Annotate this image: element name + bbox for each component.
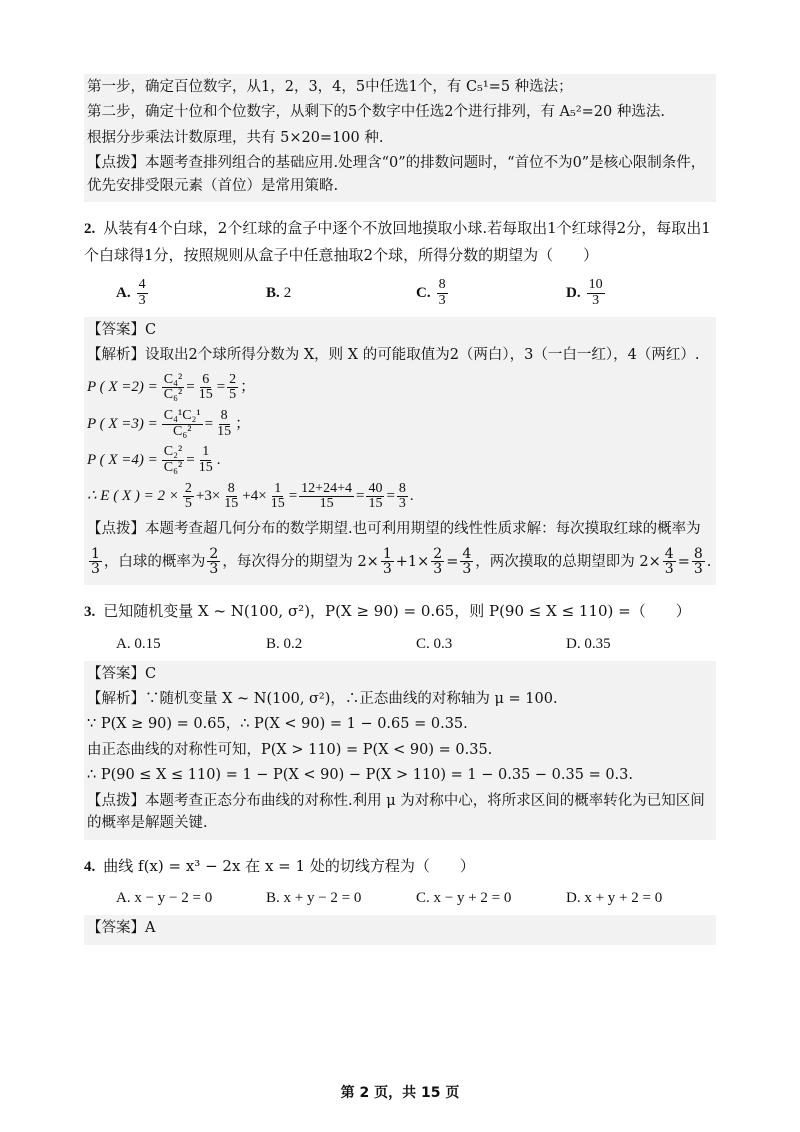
previous-solution-block bbox=[84, 74, 716, 202]
solution-q3 bbox=[84, 661, 716, 840]
equation-expectation: ∴ E ( X ) = 2 × $\frac{2}{5}$ +3× $\frac{8}{15}$ +4× $\frac{1}{15}$ = $\frac{12+24+4}{15}$ = $\frac{40}{15}$ = $\frac{8}{3}$ . bbox=[87, 480, 414, 512]
option-c: C. $\frac{8}{3}$ bbox=[416, 277, 446, 309]
step-one: 第一步，确定百位数字，从1，2，3，4，5中任选1个，有 C₅¹=5 种选法； bbox=[87, 79, 573, 95]
document-page bbox=[84, 74, 716, 945]
option-c: C. 0.3 bbox=[416, 635, 453, 652]
question-stem: 已知随机变量 X ~ N(100, σ²)，P(X ≥ 90) = 0.65，则 P(90 ≤ X ≤ 110) =（ ） bbox=[103, 602, 691, 620]
question-stem: 从装有4个白球，2个红球的盒子中逐个不放回地摸取小球.若每取出1个红球得2分，每取出1个白球得1分，按照规则从盒子中任意抽取2个球，所得分数的期望为（ ） bbox=[84, 219, 711, 264]
question-2 bbox=[84, 216, 716, 268]
solution-q2 bbox=[84, 317, 716, 585]
options-q4 bbox=[84, 890, 716, 907]
analysis-4: ∴ P(90 ≤ X ≤ 110) = 1 − P(X < 90) − P(X > 110) = 1 − 0.35 − 0.35 = 0.3. bbox=[87, 767, 634, 784]
question-3 bbox=[84, 599, 716, 626]
question-stem: 曲线 f(x) = x³ − 2x 在 x = 1 处的切线方程为（ ） bbox=[103, 856, 475, 875]
options-q3 bbox=[84, 636, 716, 653]
question-number: 4. bbox=[84, 858, 96, 875]
option-b: B. 2 bbox=[266, 285, 292, 302]
tip-note: 【点拨】本题考查正态分布曲线的对称性.利用 μ 为对称中心，将所求区间的概率转化为已知区间的概率是解题关键. bbox=[87, 792, 705, 832]
option-c: C. x − y + 2 = 0 bbox=[416, 890, 512, 907]
tip-note: 【点拨】本题考查排列组合的基础应用.处理含“0”的排数问题时，“首位不为0”是核心限制条件，优先安排受限元素（首位）是常用策略. bbox=[87, 155, 706, 194]
option-a: A. x − y − 2 = 0 bbox=[116, 890, 213, 907]
page-footer: 第 2 页，共 15 页 bbox=[340, 1085, 460, 1101]
question-number: 2. bbox=[84, 221, 96, 238]
question-number: 3. bbox=[84, 604, 96, 620]
option-d: D. $\frac{10}{3}$ bbox=[566, 277, 603, 309]
equation-p2: P ( X =2) = $\frac{\text{C₄²}}{\text{C₆²}}$ = $\frac{6}{15}$ = $\frac{2}{5}$ ； bbox=[87, 371, 256, 403]
equation-p3: P ( X =3) = $\frac{\text{C₄¹C₂¹}}{\text{C₆²}}$ = $\frac{8}{15}$ ； bbox=[87, 408, 251, 439]
tip-note: 【点拨】本题考查超几何分布的数学期望.也可利用期望的线性性质求解：每次摸取红球的概率为 bbox=[87, 521, 701, 538]
question-4 bbox=[84, 854, 716, 881]
solution-q4 bbox=[84, 915, 716, 944]
answer: 【答案】C bbox=[87, 321, 157, 338]
step-two: 第二步，确定十位和个位数字，从剩下的5个数字中任选2个进行排列，有 A₅²=20 种选法. bbox=[87, 104, 665, 121]
answer: 【答案】A bbox=[87, 920, 156, 937]
option-b: B. x + y − 2 = 0 bbox=[266, 890, 362, 907]
analysis-3: 由正态曲线的对称性可知，P(X > 110) = P(X < 90) = 0.35. bbox=[87, 741, 493, 758]
multiplication-principle: 根据分步乘法计数原理，共有 5×20=100 种. bbox=[87, 129, 384, 146]
analysis: 【解析】设取出2个球所得分数为 X，则 X 的可能取值为2（两白），3（一白一红），4（两红）. bbox=[87, 347, 700, 364]
option-d: D. 0.35 bbox=[566, 635, 611, 652]
answer: 【答案】C bbox=[87, 665, 157, 682]
analysis-1: 【解析】∵随机变量 X ~ N(100, σ²)，∴正态曲线的对称轴为 μ = 100. bbox=[87, 690, 558, 707]
option-d: D. x + y + 2 = 0 bbox=[566, 890, 663, 907]
option-b: B. 0.2 bbox=[266, 635, 303, 652]
tip-formulas: $\frac{1}{3}$ ，白球的概率为 $\frac{2}{3}$ ，每次得分的期望为 2× $\frac{1}{3}$ +1× $\frac{2}{3}$ = $\frac{4}{3}$ ，两次摸取的总期望即为 2× $\frac{4}{3}$ = $\frac{8}{3}$ . bbox=[91, 545, 712, 578]
equation-p4: P ( X =4) = $\frac{\text{C₂²}}{\text{C₆²}}$ = $\frac{1}{15}$ . bbox=[87, 444, 221, 476]
analysis-2: ∵ P(X ≥ 90) = 0.65，∴ P(X < 90) = 1 − 0.65 = 0.35. bbox=[87, 716, 468, 733]
options-q2 bbox=[84, 278, 716, 308]
option-a: A. 0.15 bbox=[116, 635, 161, 652]
option-a: A. $\frac{4}{3}$ bbox=[116, 277, 146, 309]
